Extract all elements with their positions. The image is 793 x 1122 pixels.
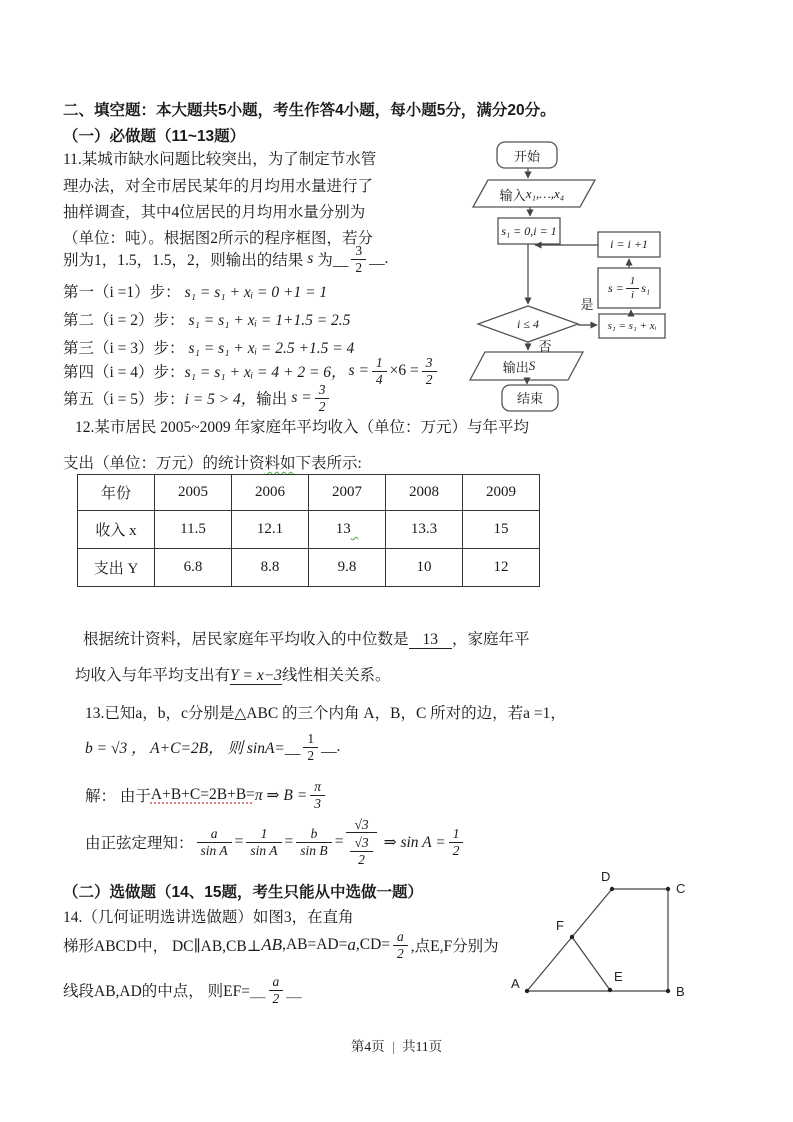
q11-step2-math: s₁ = s₁ + xᵢ = 1+1.5 = 2.5 [188, 312, 351, 329]
sine-frac-2 [246, 826, 281, 858]
cell-expense-2008: 10 [386, 549, 463, 587]
q11-line5-pre: 别为1，1.5，1.5，2，则输出的结果 [63, 252, 304, 269]
cell-year-2006: 2006 [232, 475, 309, 511]
q11-step5-frac-den: 2 [318, 398, 326, 414]
footer-separator: | [392, 1039, 395, 1054]
q14-line2-mid2: ,CD= [355, 936, 391, 953]
sine-frac-4-num: √3 [346, 817, 376, 834]
q13-line2-pre: b = √3 ， A+C=2B， 则 sinA=__ [85, 740, 301, 757]
q14-line3-post: ＿ [286, 983, 302, 1000]
q13-solution-line [85, 779, 328, 811]
footer-page-number: 第4页 [350, 1039, 385, 1054]
q14-a-var: a [347, 935, 356, 954]
q11-step2-label: 第二（i = 2）步： [63, 312, 185, 329]
cell-income-2005: 11.5 [155, 511, 232, 549]
cell-year-2007: 2007 [309, 475, 386, 511]
q11-line4: （单位：吨）。根据图2所示的程序框图，若分 [63, 230, 374, 247]
q13-solution-dotted: A+B+C=2B+B= [150, 786, 255, 803]
point-label-C: C [676, 881, 686, 896]
q11-step4-frac2 [422, 355, 437, 387]
flowchart-no-label: 否 [538, 338, 552, 354]
q11-step4-math: s₁ = s₁ + xᵢ = 4 + 2 = 6， [184, 364, 347, 381]
q12-conclusion-post: ，家庭年平 [452, 631, 530, 648]
flowchart-figure [455, 138, 700, 413]
cell-income-2009: 15 [463, 511, 540, 549]
cell-expense-2005: 6.8 [155, 549, 232, 587]
q14-line2-pre: 梯形ABCD中， DC∥AB,CB⊥ [63, 938, 262, 955]
q14-cd-fraction [393, 929, 408, 961]
q12-regression-pre: 均收入与年平均支出有 [75, 667, 231, 684]
q13-answer-den: 2 [307, 747, 315, 763]
q12-line2-wavy: 料如 [264, 455, 296, 472]
q14-line2-post: ,点E,F分别为 [410, 938, 499, 955]
flowchart-average-frac [626, 275, 640, 301]
cell-income-header: 收入 x [78, 511, 155, 549]
flowchart-average [598, 268, 660, 308]
q12-regression-equation: Y = x−3 [230, 667, 282, 684]
flowchart-input [473, 182, 591, 206]
q11-step5-label: 第五（i = 5）步： [63, 391, 185, 408]
q11-step3-label: 第三（i = 3）步： [63, 340, 185, 357]
point-label-E: E [614, 969, 623, 984]
sine-frac-4 [346, 817, 376, 868]
sine-frac-1-den: sin A [200, 842, 228, 858]
income-expense-table [77, 474, 540, 587]
green-squiggle-mark [351, 521, 359, 537]
q11-step5-frac [315, 382, 330, 414]
q14-line3 [63, 973, 302, 1007]
q13-solution-pre: 解： 由于 [85, 788, 151, 805]
sine-frac-4-nested-num: √3 [350, 835, 372, 852]
sine-rule-label: 由正弦定理知： [85, 835, 194, 852]
table-row-years [78, 475, 540, 511]
q14-ef-fraction [269, 974, 284, 1006]
q11-line5 [63, 243, 388, 275]
flowchart-condition: i ≤ 4 [517, 316, 539, 331]
flowchart-average-rhs: s₁ [641, 280, 651, 295]
q11-answer-num: 3 [351, 243, 366, 260]
flowchart-start: 开始 [513, 148, 540, 164]
q11-step4-frac1-num: 1 [372, 355, 387, 372]
sine-frac-4-nested [350, 835, 372, 867]
q14-cd-frac-den: 2 [397, 945, 404, 961]
q11-step5 [63, 381, 332, 415]
q11-step5-math: i = 5 > 4， [184, 391, 257, 408]
q11-step4-frac2-num: 3 [422, 355, 437, 372]
q14-line1: 14.（几何证明选讲选做题）如图3，在直角 [63, 909, 354, 926]
sine-frac-4-den [346, 833, 376, 867]
point-label-D: D [601, 869, 611, 884]
q13-line2 [85, 731, 341, 763]
q13-line1: 13.已知a，b，c分别是△ABC 的三个内角 A，B，C 所对的边，若a =1， [85, 705, 566, 722]
cell-year-2008: 2008 [386, 475, 463, 511]
q11-line2: 理办法，对全市居民某年的月均用水量进行了 [63, 178, 374, 195]
flowchart-yes-label: 是 [580, 296, 594, 312]
q14-ef-frac-den: 2 [272, 990, 280, 1006]
q13-answer-fraction [303, 731, 318, 763]
q14-line2-mid: ,AB=AD= [282, 936, 348, 953]
q11-line5-post: __. [369, 250, 389, 267]
cell-income-2008: 13.3 [386, 511, 463, 549]
q12-line1: 12.某市居民 2005~2009 年家庭年平均收入（单位：万元）与年平均 [75, 419, 530, 436]
sine-implies: ⇒ sin A = [383, 833, 446, 851]
trapezoid-drawing [505, 860, 705, 1010]
sine-frac-2-den: sin A [250, 842, 278, 858]
sine-frac-1 [197, 826, 232, 858]
q14-line3-pre: 线段AB,AD的中点， 则EF=＿ [63, 983, 266, 1000]
q11-line3: 抽样调查，其中4位居民的月均用水量分别为 [63, 204, 366, 221]
q11-line5-mid: 为__ [317, 252, 349, 269]
q12-regression-post: 线性相关关系。 [281, 667, 391, 684]
cell-income-2007-value: 13 [335, 521, 351, 537]
point-label-A: A [511, 976, 520, 991]
sine-frac-3 [296, 826, 331, 858]
table-row-income [78, 511, 540, 549]
page-footer [0, 1035, 793, 1055]
flowchart-accumulate: s₁ = s₁ + xᵢ [607, 320, 657, 332]
q11-step4-frac1-den: 4 [375, 371, 383, 387]
q11-step5-s: s = [291, 389, 312, 406]
cell-year-2009: 2009 [463, 475, 540, 511]
q11-var-s: s [307, 250, 314, 267]
cell-expense-2006: 8.8 [232, 549, 309, 587]
cell-year-2005: 2005 [155, 475, 232, 511]
q11-step2 [63, 308, 350, 330]
cell-income-2007 [309, 511, 386, 549]
q11-step4-s: s = [348, 362, 369, 379]
section-heading: 二、填空题：本大题共5小题，考生作答4小题，每小题5分，满分20分。 [63, 102, 556, 119]
q12-conclusion-line2 [75, 663, 390, 685]
point-label-F: F [556, 918, 564, 933]
sine-frac-3-num: b [296, 826, 331, 843]
q12-conclusion-line1 [83, 627, 530, 649]
sine-frac-2-num: 1 [246, 826, 281, 843]
q13-solution-fraction [310, 779, 325, 811]
flowchart-end: 结束 [516, 390, 543, 406]
q12-conclusion-pre: 根据统计资料，居民家庭年平均收入的中位数是 [83, 631, 409, 648]
q11-step4-frac1 [372, 355, 387, 387]
sine-eq-2: = [284, 833, 294, 850]
subsection-required: （一）必做题（11~13题） [63, 128, 246, 145]
flowchart-output-var: S [528, 358, 536, 373]
q13-solution-mid: π ⇒ B = [254, 786, 308, 804]
footer-total-pages: 共11页 [402, 1039, 443, 1054]
q13-solution-den: 3 [314, 795, 321, 811]
sine-eq-1: = [234, 833, 244, 850]
q14-ef-frac-num: a [269, 974, 284, 991]
q14-ab-var: AB [261, 935, 283, 954]
flowchart-output-pre: 输出 [502, 359, 529, 375]
cell-expense-header: 支出 Y [78, 549, 155, 587]
trapezoid-figure [505, 860, 705, 1010]
q11-answer-den: 2 [355, 259, 363, 275]
sine-frac-3-den: sin B [300, 842, 328, 858]
q11-step1-label: 第一（i =1）步： [63, 284, 181, 301]
flowchart-input-pre: 输入 [499, 187, 526, 203]
q13-line2-post: __. [321, 738, 341, 755]
flowchart-average-lhs: s = [607, 280, 624, 295]
cell-expense-2007: 9.8 [309, 549, 386, 587]
cell-year-header: 年份 [78, 475, 155, 511]
q11-step4-mul: ×6 = [389, 362, 419, 379]
sine-frac-5-num: 1 [449, 826, 464, 843]
q13-answer-num: 1 [303, 731, 318, 748]
q12-median-answer: 13 [409, 631, 453, 649]
q11-step4-frac2-den: 2 [425, 371, 433, 387]
q12-line2 [63, 451, 362, 473]
cell-income-2006: 12.1 [232, 511, 309, 549]
q11-step5-out: 输出 [256, 391, 288, 408]
q13-solution-num: π [310, 779, 325, 796]
table-row-expense [78, 549, 540, 587]
q12-line2-post: 下表所示: [295, 455, 362, 472]
q11-answer-fraction [351, 243, 366, 275]
q13-sine-rule-line [85, 816, 466, 868]
sine-eq-3: = [334, 833, 344, 850]
q12-line2-pre: 支出（单位：万元）的统计资 [63, 455, 265, 472]
subsection-optional: （二）选做题（14、15题，考生只能从中选做一题） [63, 884, 423, 901]
flowchart-input-math: x₁,…,x₄ [525, 186, 565, 201]
q14-cd-frac-num: a [393, 929, 408, 946]
flowchart-init: s₁ = 0,i = 1 [501, 223, 557, 238]
sine-frac-5-den: 2 [452, 842, 460, 858]
point-label-B: B [676, 984, 685, 999]
q11-step3-math: s₁ = s₁ + xᵢ = 2.5 +1.5 = 4 [188, 340, 355, 357]
cell-expense-2009: 12 [463, 549, 540, 587]
q11-step5-frac-num: 3 [315, 382, 330, 399]
q11-step1-math: s₁ = s₁ + xᵢ = 0 +1 = 1 [184, 284, 328, 301]
q11-step4-label: 第四（i = 4）步： [63, 364, 185, 381]
flowchart-average-num: 1 [626, 275, 640, 289]
sine-frac-1-num: a [197, 826, 232, 843]
sine-frac-5 [449, 826, 464, 858]
q11-line1: 11.某城市缺水问题比较突出，为了制定节水管 [63, 151, 377, 168]
flowchart-output [470, 354, 568, 378]
q14-line2 [63, 928, 499, 962]
sine-frac-4-nested-den: 2 [358, 851, 365, 867]
flowchart-average-den: i [630, 288, 634, 301]
q11-step1 [63, 280, 327, 302]
flowchart-increment: i = i +1 [610, 237, 648, 251]
